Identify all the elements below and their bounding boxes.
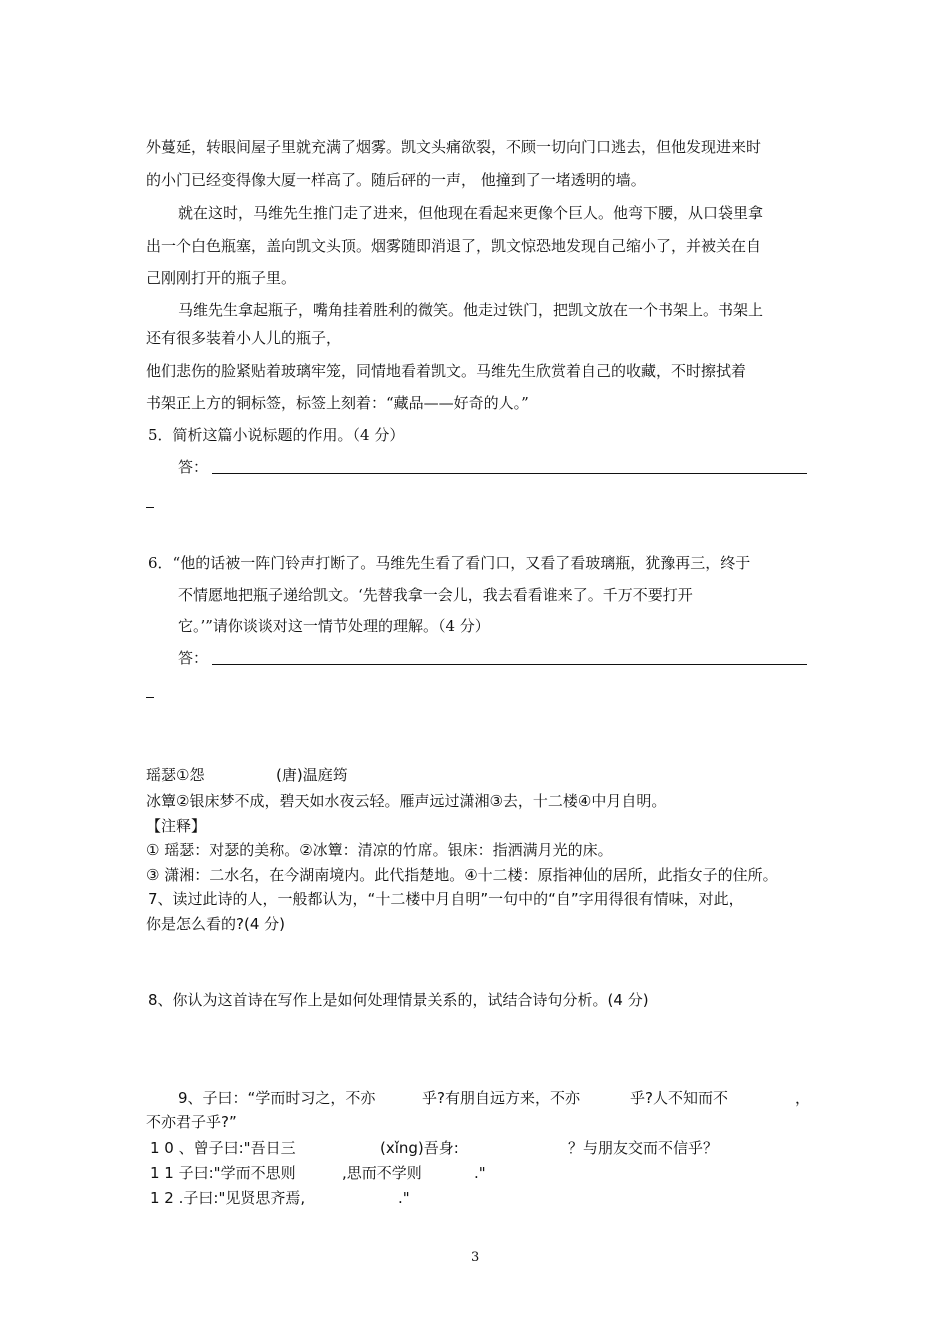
answer-line-6-end (146, 697, 154, 698)
note-line: ① 瑶瑟：对瑟的美称。②冰簟：清凉的竹席。银床：指洒满月光的床。 (146, 841, 613, 859)
question-9-part: 乎?有朋自远方来，不亦 (422, 1089, 580, 1107)
question-8: 8、你认为这首诗在写作上是如何处理情景关系的，试结合诗句分析。(4 分) (148, 991, 649, 1009)
question-9-part: 乎?人不知而不 (630, 1089, 728, 1107)
answer-label-5: 答： (178, 458, 209, 476)
passage-line: 马维先生拿起瓶子，嘴角挂着胜利的微笑。他走过铁门，把凯文放在一个书架上。书架上 (178, 301, 764, 319)
notes-heading: 【注释】 (146, 817, 207, 835)
passage-line: 就在这时，马维先生推门走了进来，但他现在看起来更像个巨人。他弯下腰，从口袋里拿 (178, 204, 764, 222)
question-10-part: ？与朋友交而不信乎？ (568, 1139, 719, 1157)
passage-line: 出一个白色瓶塞，盖向凯文头顶。烟雾随即消退了，凯文惊恐地发现自己缩小了，并被关在自 (146, 237, 762, 255)
question-6-line: 6．“他的话被一阵门铃声打断了。马维先生看了看门口，又看了看玻璃瓶，犹豫再三，终于 (148, 554, 751, 572)
poem-author: (唐)温庭筠 (276, 766, 348, 784)
question-9-part: ， (795, 1089, 811, 1107)
passage-line: 书架正上方的铜标签，标签上刻着：“藏品——好奇的人。” (146, 394, 529, 412)
answer-line-5-end (146, 507, 154, 508)
answer-label-6: 答： (178, 649, 209, 667)
question-10-part: 1 0 、曾子曰:"吾日三 (150, 1139, 296, 1157)
question-5: 5．简析这篇小说标题的作用。（4 分） (148, 426, 405, 444)
passage-line: 的小门已经变得像大厦一样高了。随后砰的一声， 他撞到了一堵透明的墙。 (146, 171, 646, 189)
question-7-line: 7、读过此诗的人，一般都认为，“十二楼中月自明”一句中的“自”字用得很有情味，对此， (148, 890, 744, 908)
question-12-part: 1 2 .子曰:"见贤思齐焉, (150, 1189, 306, 1207)
question-11-part: 1 1 子曰:"学而不思则 (150, 1164, 296, 1182)
passage-line: 还有很多装着小人儿的瓶子， (146, 329, 342, 347)
question-9-line2: 不亦君子乎?” (146, 1113, 237, 1131)
passage-line: 他们悲伤的脸紧贴着玻璃牢笼，同情地看着凯文。马维先生欣赏着自己的收藏，不时擦拭着 (146, 362, 747, 380)
question-12-part: ." (398, 1189, 410, 1207)
passage-line: 己刚刚打开的瓶子里。 (146, 269, 297, 287)
question-11-part: ,思而不学则 (342, 1164, 422, 1182)
question-6-line: 它。’”请你谈谈对这一情节处理的理解。（4 分） (178, 617, 490, 635)
answer-line-6[interactable] (212, 664, 807, 665)
question-6-line: 不情愿地把瓶子递给凯文。‘先替我拿一会儿，我去看看谁来了。千万不要打开 (178, 586, 693, 604)
question-10-part: (xǐng)吾身: (380, 1139, 459, 1157)
note-line: ③ 潇湘：二水名，在今湖南境内。此代指楚地。④十二楼：原指神仙的居所，此指女子的住所。 (146, 866, 778, 884)
passage-line: 外蔓延，转眼间屋子里就充满了烟雾。凯文头痛欲裂，不顾一切向门口逃去，但他发现进来时 (146, 138, 762, 156)
poem-title: 瑶瑟①怨 (146, 766, 205, 784)
question-7-line: 你是怎么看的?(4 分) (146, 915, 285, 933)
answer-line-5[interactable] (212, 473, 807, 474)
question-9-part: 9、子曰：“学而时习之，不亦 (178, 1089, 376, 1107)
page-number: 3 (471, 1250, 480, 1265)
question-11-part: ." (474, 1164, 486, 1182)
poem-text: 冰簟②银床梦不成，碧天如水夜云轻。雁声远过潇湘③去，十二楼④中月自明。 (146, 792, 667, 810)
